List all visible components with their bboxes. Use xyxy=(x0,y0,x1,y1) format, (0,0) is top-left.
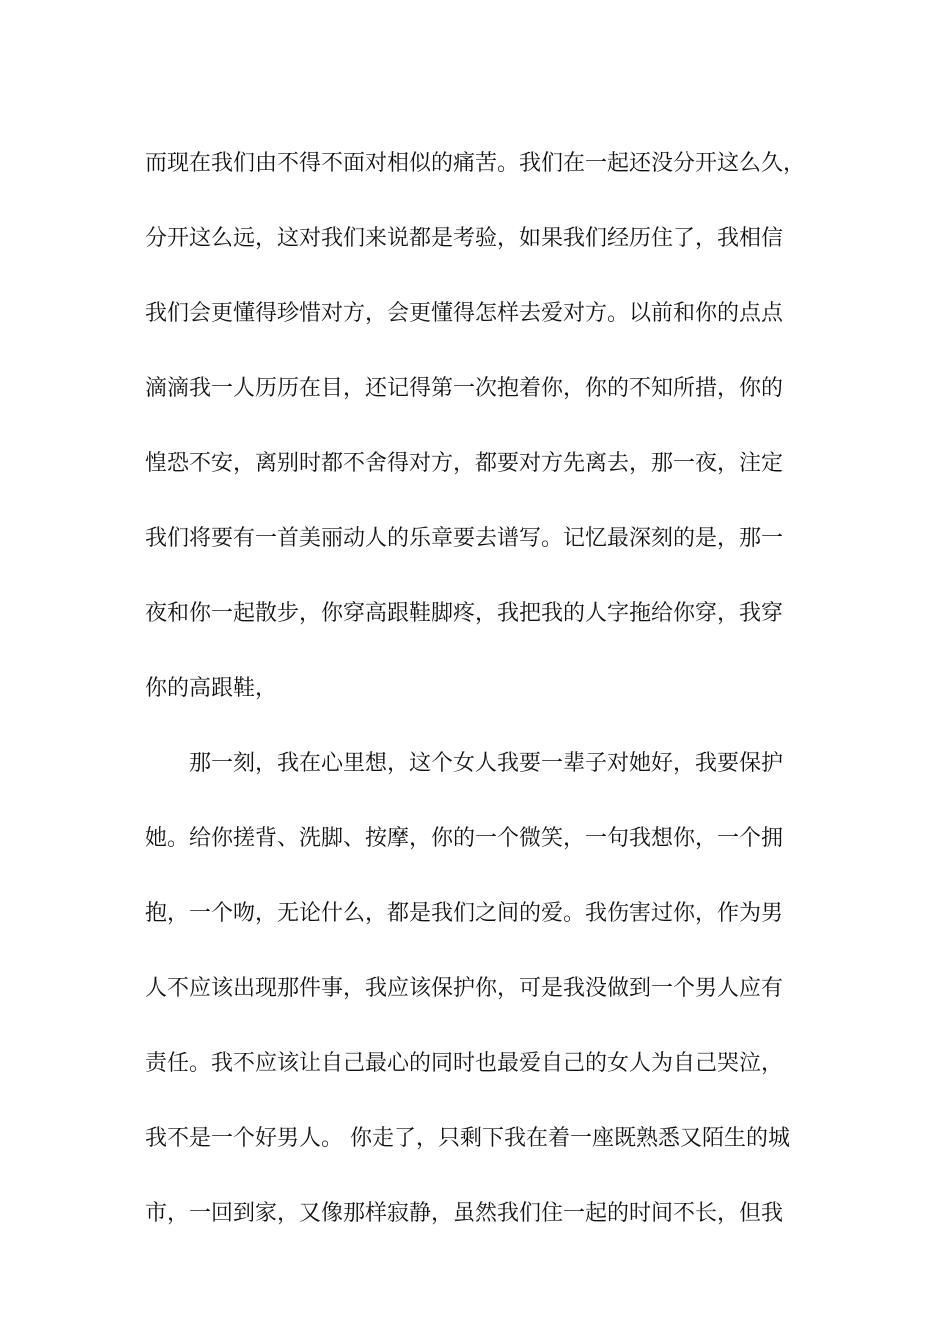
text-line: 市，一回到家，又像那样寂静，虽然我们住一起的时间不长，但我 xyxy=(145,1201,784,1226)
text-line: 那一刻，我在心里想，这个女人我要一辈子对她好，我要保护 xyxy=(189,751,784,776)
text-line: 抱，一个吻，无论什么，都是我们之间的爱。我伤害过你，作为男 xyxy=(145,901,784,926)
text-line: 夜和你一起散步，你穿高跟鞋脚疼，我把我的人字拖给你穿，我穿 xyxy=(145,601,784,626)
text-line: 责任。我不应该让自己最心的同时也最爱自己的女人为自己哭泣， xyxy=(145,1051,784,1076)
paragraph-1 xyxy=(145,126,810,726)
text-line: 惶恐不安，离别时都不舍得对方，都要对方先离去，那一夜，注定 xyxy=(145,451,784,476)
text-line: 她。给你搓背、洗脚、按摩，你的一个微笑，一句我想你，一个拥 xyxy=(145,826,784,851)
text-line: 我们会更懂得珍惜对方，会更懂得怎样去爱对方。以前和你的点点 xyxy=(145,301,784,326)
text-line: 分开这么远，这对我们来说都是考验，如果我们经历住了，我相信 xyxy=(145,226,784,251)
text-line: 我不是一个好男人。 你走了，只剩下我在着一座既熟悉又陌生的城 xyxy=(145,1126,790,1151)
text-line: 我们将要有一首美丽动人的乐章要去谱写。记忆最深刻的是，那一 xyxy=(145,526,784,551)
body-text xyxy=(145,126,810,1251)
text-line: 人不应该出现那件事，我应该保护你，可是我没做到一个男人应有 xyxy=(145,976,784,1001)
text-line: 滴滴我一人历历在目，还记得第一次抱着你，你的不知所措，你的 xyxy=(145,376,784,401)
text-line: 你的高跟鞋， xyxy=(145,676,278,701)
paragraph-2 xyxy=(145,726,810,1251)
text-line: 而现在我们由不得不面对相似的痛苦。我们在一起还没分开这么久， xyxy=(145,151,806,176)
